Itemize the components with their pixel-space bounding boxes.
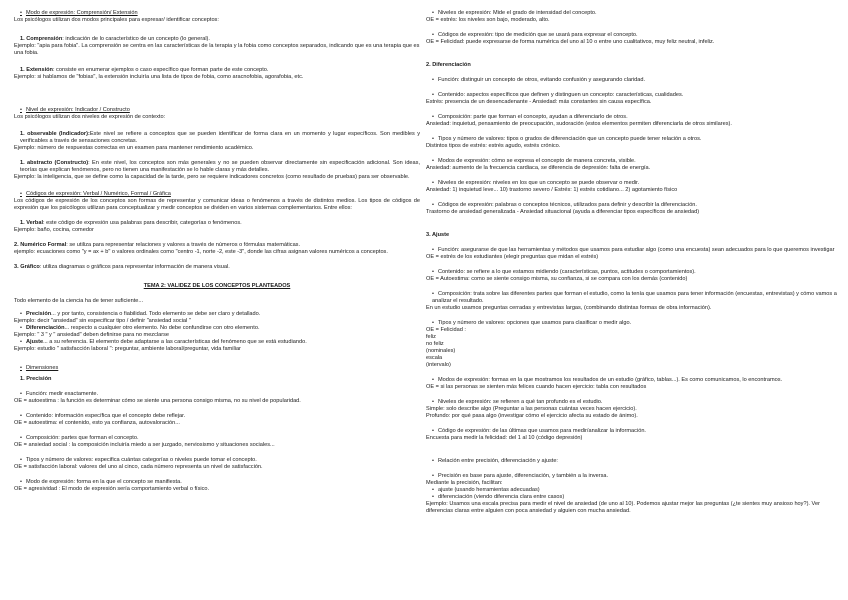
item-text: : se utiliza para representar relaciones y valores a través de números o fórmulas matemáticas. xyxy=(66,242,301,248)
item-text: : utiliza diagramas o gráficos para representar información de manera visual. xyxy=(39,264,230,270)
bullet-item: • Contenido: información específica que el concepto debe reflejar. xyxy=(14,413,420,420)
sub-heading-precision: 1. Precisión xyxy=(20,376,52,382)
section-heading-codigos: • Códigos de expresión: Verbal / Numérico, Formal / Gráfica xyxy=(14,191,420,198)
bullet-item: • Tipos y número de valores: tipos o grados de diferenciación que un concepto puede tener relación a otros. xyxy=(426,136,840,143)
example-text: OE = autoestima : la función es determinar cómo se siente una persona consigo misma, no su nivel de popularidad. xyxy=(14,398,301,404)
bullet-item: • Relación entre precisión, diferenciación y ajuste: xyxy=(426,458,840,465)
example-text: Ansiedad: 1) inquietud leve... 10) trastorno severo / Estrés: 1) estrés cotidiano... 2) agotamiento físico xyxy=(426,187,678,193)
item-text: : consiste en enumerar ejemplos o caso específico que forman parte de este concepto. xyxy=(52,67,269,73)
example-text: Trastorno de ansiedad generalizada - Ansiedad situacional (ayuda a diferenciar tipos específicos de ansiedad) xyxy=(426,209,700,215)
paragraph: Los psicólogos utilizan dos niveles de expresión de contexto: xyxy=(14,114,166,120)
example-text: Ejemplo: si hablamos de "fobias", la extensión incluiría una lista de tipos de fobia, como aracnofobia, agorafobia, etc. xyxy=(14,74,304,80)
example-text: no feliz xyxy=(426,341,444,347)
example-text: Ejemplo: estudio " satisfacción laboral ": preguntar, ambiente laboral/preguntar, vida familiar xyxy=(14,346,241,352)
tema-title: TEMA 2: VALIDEZ DE LOS CONCEPTOS PLANTEADOS xyxy=(143,283,291,289)
example-text: Encuesta para medir la felicidad: del 1 al 10 (código depresión) xyxy=(426,435,583,441)
example-text: Simple: solo describe algo (Preguntar a las personas cuántas veces hacen ejercicio). xyxy=(426,406,637,412)
numbered-item xyxy=(14,242,420,249)
item-title: Diferenciación xyxy=(25,325,65,331)
item-title: 1. abstracto (Constructo) xyxy=(20,160,89,166)
bullet-item xyxy=(14,311,420,318)
example-text: En un estudio usamos preguntas cerradas y entrevistas largas, (combinando distintas formas de obra información). xyxy=(426,305,712,311)
example-text: (nominales) xyxy=(426,348,456,354)
example-text: Ejemplo: Usamos una escala precisa para medir el nivel de ansiedad (de uno al 10). Podemos ajustar mejor las preguntas (¿te sientes muy ansioso hoy?). Ver diferencias claras entre alguien con poca ansiedad y alguien con mucha ansiedad. xyxy=(426,501,820,514)
example-text: OE = ansiedad social : la composición incluiría miedo a ser juzgado, nerviosismo y situaciones sociales... xyxy=(14,442,275,448)
bullet-item: • Niveles de expresión: niveles en los que un concepto se puede observar o medir. xyxy=(426,180,840,187)
bullet-item: • Códigos de expresión: palabras o conceptos técnicos, utilizados para definir y describir la diferenciación. xyxy=(426,202,840,209)
example-text: Ejemplo: la inteligencia, que se define como la capacidad de la tarde, pero se requiere indicadores concretos (como resultado de pruebas) para ser observable. xyxy=(14,174,410,180)
numbered-item xyxy=(14,131,420,145)
example-text: Ejemplo: decir "ansiedad" sin especificar tipo / definir "ansiedad social " xyxy=(14,318,191,324)
bullet-item xyxy=(14,339,420,346)
example-text: OE = Autoestima: como se siente consigo misma, su confianza, si se compara con los demás (contenido) xyxy=(426,276,688,282)
bullet-item xyxy=(14,325,420,332)
bullet-item: • Composición: parte que forman el concepto, ayudan a diferenciarlo de otros. xyxy=(426,114,840,121)
bullet-item: • Composición: trata sobre las diferentes partes que forman el estudio, como la tenía que usamos para tener información (encuestas, entrevistas) y cómo vamos a analizar el resultado. xyxy=(426,291,840,305)
sub-heading-diferenciacion: 2. Diferenciación xyxy=(426,62,471,68)
item-text: ... a su referencia. El elemento debe adaptarse a las características del fenómeno que se está estudiando. xyxy=(43,339,307,345)
example-text: feliz xyxy=(426,334,436,340)
item-text: : En este nivel, los conceptos son más generales y no se pueden observar directamente sin especificación adicional. Son ideas, teorías que explican fenómenos, pero no tienen una manifestación se lo hable claras y más detalles. xyxy=(20,160,421,173)
bullet-item: • Contenido: se refiere a lo que estamos midiendo (características, puntos, actitudes o comportamientos). xyxy=(426,269,840,276)
bullet-item: • Modos de expresión: cómo se expresa el concepto de manera concreta, visible. xyxy=(426,158,840,165)
example-text: Ejemplo: baño, cocina, comedor xyxy=(14,227,94,233)
right-column xyxy=(426,10,840,515)
item-title: 1. Verbal xyxy=(20,220,44,226)
example-text: OE = si las personas se sienten más felices cuando hacen ejercicio: tabla con resultados xyxy=(426,384,647,390)
item-title: Ajuste xyxy=(25,339,44,345)
example-text: ejemplo: ecuaciones como "y = ax + b" o valores ordinales como "centro -1, norte -2, este -3", donde las cifras asignan valores numéricos a conceptos. xyxy=(14,249,388,255)
section-heading-comprension: • Modo de expresión: Comprensión/ Extensión xyxy=(14,10,420,17)
numbered-item xyxy=(14,264,420,271)
bullet-item: • Niveles de expresión: se refieren a qué tan profundo es el estudio. xyxy=(426,399,840,406)
sub-bullet-item: • ajuste (usando herramientas adecuadas) xyxy=(426,487,840,494)
numbered-item xyxy=(14,160,420,174)
sub-bullet-item: • diferenciación (viendo diferencia clara entre casos) xyxy=(426,494,840,501)
item-text: ... y por tanto, consistencia o fiabilidad. Todo elemento se debe ser claro y detallado. xyxy=(51,311,261,317)
example-text: Distintos tipos de estrés: estrés agudo, estrés crónico. xyxy=(426,143,561,149)
example-text: Ejemplo: número de respuestas correctas en un examen para mantener rendimiento académico. xyxy=(14,145,254,151)
example-text: OE = satisfacción laboral: valores del uno al cinco, cada número representa un nivel de satisfacción. xyxy=(14,464,263,470)
bullet-item: • Precisión es base para ajuste, diferenciación, y también a la inversa. xyxy=(426,473,840,480)
bullet-item: • Función: distinguir un concepto de otros, evitando confusión y asegurando claridad. xyxy=(426,77,840,84)
example-text: (intervalo) xyxy=(426,362,451,368)
bullet-item: • Función: medir exactamente. xyxy=(14,391,420,398)
example-text: OE = Felicidad: puede expresarse de forma numérica del uno al 10 o entre uno cualitativos, muy feliz neutral, infeliz. xyxy=(426,39,715,45)
item-text: Este nivel se refiere a conceptos que se pueden identificar de forma clara en un momento y lugar específicos. Son medibles y verificables a través de sensaciones concretas. xyxy=(20,131,420,144)
left-column xyxy=(14,10,420,493)
example-text: escala xyxy=(426,355,443,361)
bullet-item: • Tipos y número de valores: especifica cuántas categorías o niveles puede tomar el concepto. xyxy=(14,457,420,464)
paragraph: Mediante la precisión, facilitan: xyxy=(426,480,503,486)
example-text: OE = agresividad : El modo de expresión sería comportamiento verbal o físico. xyxy=(14,486,210,492)
numbered-item xyxy=(14,36,420,43)
example-text: OE = estrés: los niveles son bajo, moderado, alto. xyxy=(426,17,550,23)
bullet-item: • Composición: partes que forman el concepto. xyxy=(14,435,420,442)
item-title: Precisión xyxy=(25,311,52,317)
item-text: : indicación de lo característico de un concepto (lo general). xyxy=(62,36,210,42)
item-title: 1. Comprensión xyxy=(20,36,63,42)
paragraph: Los psicólogos utilizan dos modos principales para expresar/ identificar conceptos: xyxy=(14,17,219,23)
example-text: OE = estrés de los estudiantes (elegir preguntas que midan el estrés) xyxy=(426,254,599,260)
item-text: ... respecto a cualquier otro elemento. No debe confundirse con otro elemento. xyxy=(64,325,260,331)
bullet-item: • Función: asegurarse de que las herramientas y métodos que usamos para estudiar algo (como una encuesta) sean adecuados para lo que queremos investigar xyxy=(426,247,840,254)
paragraph: Todo elemento de la ciencia ha de tener suficiente... xyxy=(14,298,144,304)
numbered-item xyxy=(14,67,420,74)
item-title: 1. Extensión xyxy=(20,67,53,73)
section-heading-dimensiones: • Dimensiones xyxy=(14,365,420,372)
item-title: 2. Numérico Formal xyxy=(14,242,67,248)
item-text: : este código de expresión usa palabras para describir, categorías o fenómenos. xyxy=(43,220,242,226)
paragraph: Los códigos de expresión de los conceptos son formas de representar y comunicar ideas o fenómenos a través de distintos medios. Los tipos de códigos de expresión que los psicólogos utilizan para conceptualizar y medir conceptos se dividen en varios sistemas complementarios. Entre ellos: xyxy=(14,198,420,211)
bullet-item: • Modos de expresión: formas en la que mostramos los resultados de un estudio (gráfico, tablas...). Es como comunicamos, lo encontramos. xyxy=(426,377,840,384)
bullet-item: • Código de expresión: de las últimas que usamos para medir/analizar la información. xyxy=(426,428,840,435)
bullet-item: • Tipos y número de valores: opciones que usamos para clasificar o medir algo. xyxy=(426,320,840,327)
numbered-item xyxy=(14,220,420,227)
item-title: 3. Gráfico xyxy=(14,264,40,270)
example-text: OE = Felicidad : xyxy=(426,327,466,333)
example-text: Ansiedad: inquietud, pensamiento de preocupación, sudoración (estos elementos permiten diferenciarla de otros similares). xyxy=(426,121,732,127)
bullet-item: • Niveles de expresión: Mide el grado de intensidad del concepto. xyxy=(426,10,840,17)
bullet-item: • Contenido: aspectos específicos que definen y distinguen un concepto: características, cualidades. xyxy=(426,92,840,99)
example-text: Profundo: por qué pasa algo (investigar cómo el ejercicio afecta su estado de ánimo). xyxy=(426,413,638,419)
item-title: 1. observable (Indicador): xyxy=(20,131,90,137)
bullet-item: • Modo de expresión: forma en la que el concepto se manifiesta. xyxy=(14,479,420,486)
sub-heading-ajuste: 3. Ajuste xyxy=(426,232,450,238)
example-text: Estrés: presencia de un desencadenante - Ansiedad: más constantes sin causa específica. xyxy=(426,99,652,105)
example-text: OE = autoestima: el contenido, esto ya confianza, autovaloración... xyxy=(14,420,180,426)
bullet-item: • Códigos de expresión: tipo de medición que se usará para expresar el concepto. xyxy=(426,32,840,39)
example-text: Ejemplo: "apia para fobia". La comprensión se centra en las características de la terapia y la fobia como conceptos separados, indicando que es una terapia que es una fobia. xyxy=(14,43,420,56)
example-text: Ansiedad: aumento de la frecuencia cardiaca, se diferencia de depresión: falta de energía. xyxy=(426,165,651,171)
section-heading-nivel: • Nivel de expresión: Indicador / Constructo xyxy=(14,107,420,114)
example-text: Ejemplo: " 3 " y " ansiedad" deben definirse para no mezclarse xyxy=(14,332,170,338)
